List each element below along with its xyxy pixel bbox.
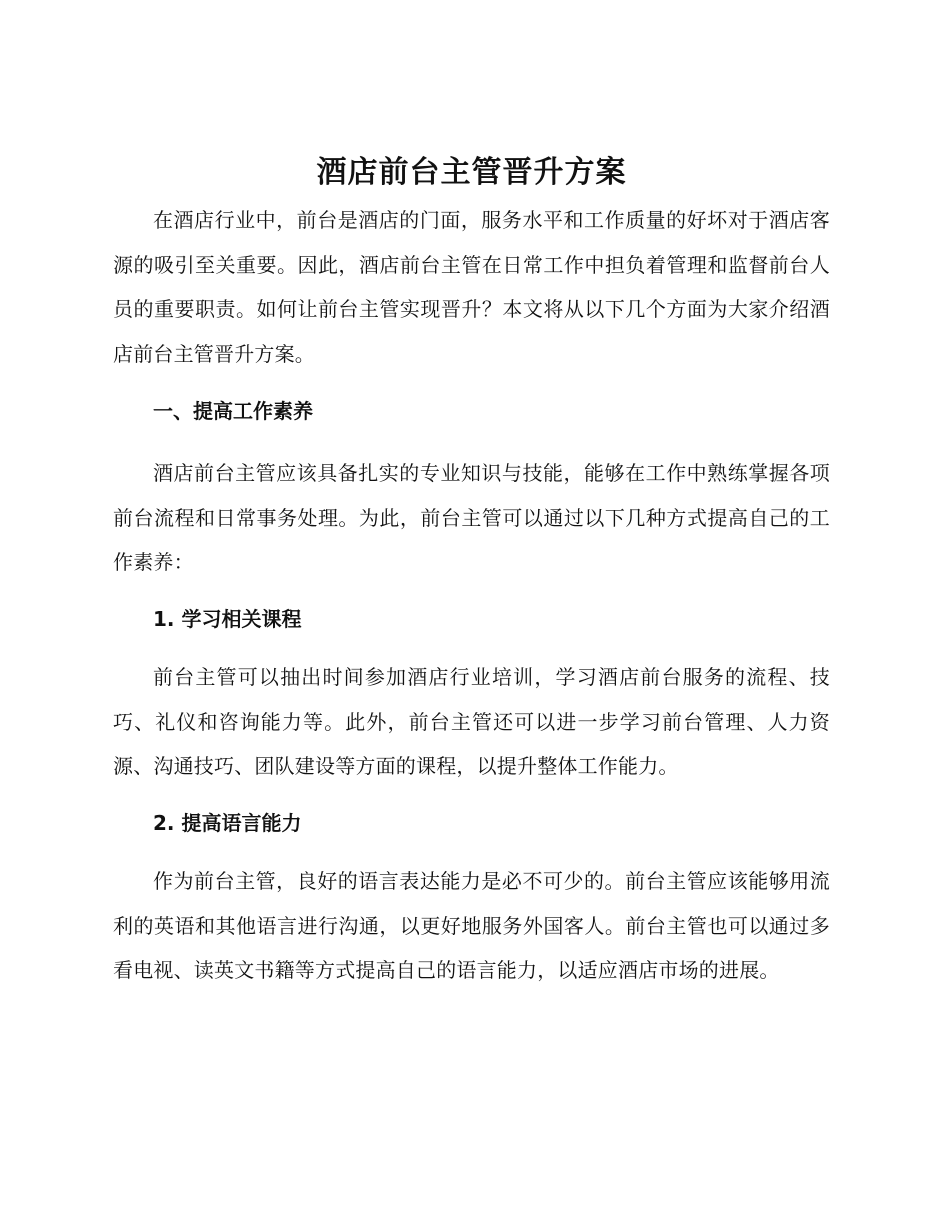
section-heading-1: 一、提高工作素养 bbox=[153, 398, 313, 423]
subsection-paragraph-2: 作为前台主管，良好的语言表达能力是必不可少的。前台主管应该能够用流利的英语和其他语言进行沟通，以更好地服务外国客人。前台主管也可以通过多看电视、读英文书籍等方式提高自己的语言能力，以适应酒店市场的进展。 bbox=[113, 869, 830, 983]
subsection-heading-2: 2. 提高语言能力 bbox=[153, 811, 302, 836]
section-paragraph-1: 酒店前台主管应该具备扎实的专业知识与技能，能够在工作中熟练掌握各项前台流程和日常事务处理。为此，前台主管可以通过以下几种方式提高自己的工作素养： bbox=[113, 460, 830, 575]
document-title: 酒店前台主管晋升方案 bbox=[316, 155, 627, 190]
document-page bbox=[113, 150, 830, 993]
subsection-heading-1: 1. 学习相关课程 bbox=[153, 606, 302, 631]
intro-paragraph: 在酒店行业中，前台是酒店的门面，服务水平和工作质量的好坏对于酒店客源的吸引至关重要。因此，酒店前台主管在日常工作中担负着管理和监督前台人员的重要职责。如何让前台主管实现晋升？本文将从以下几个方面为大家介绍酒店前台主管晋升方案。 bbox=[113, 208, 830, 367]
subsection-paragraph-1: 前台主管可以抽出时间参加酒店行业培训，学习酒店前台服务的流程、技巧、礼仪和咨询能力等。此外，前台主管还可以进一步学习前台管理、人力资源、沟通技巧、团队建设等方面的课程，以提升整体工作能力。 bbox=[113, 664, 830, 779]
